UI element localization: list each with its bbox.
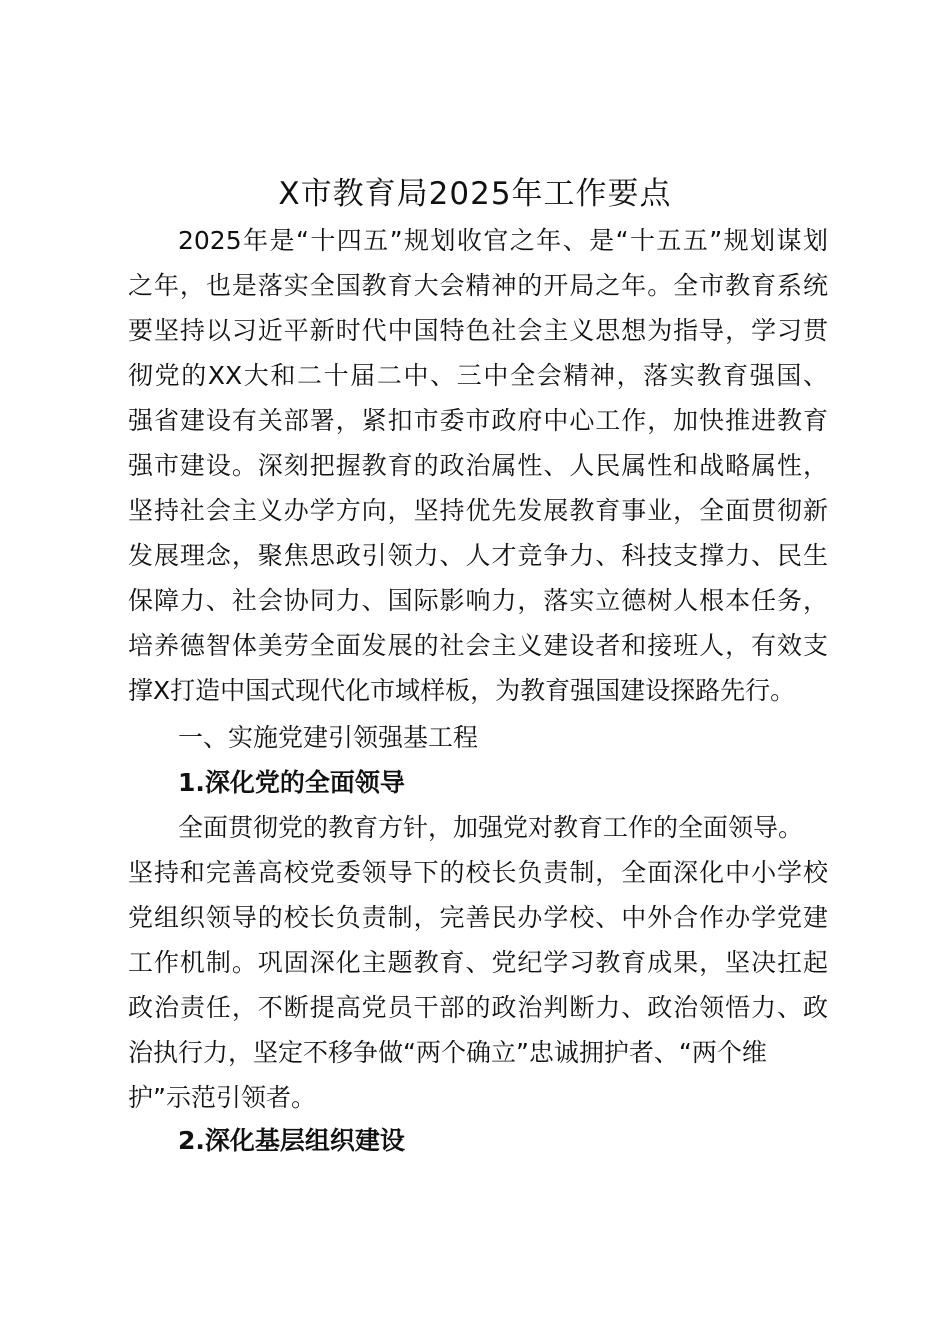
intro-line: 之年，也是落实全国教育大会精神的开局之年。全市教育系统 xyxy=(128,271,828,300)
intro-line: 彻党的XX大和二十届二中、三中全会精神，落实教育强国、 xyxy=(128,361,828,390)
subsection-1-paragraph xyxy=(128,805,828,1120)
intro-paragraph xyxy=(128,218,828,713)
subsection-2-heading: 2.深化基层组织建设 xyxy=(178,1126,405,1155)
body-line: 政治责任，不断提高党员干部的政治判断力、政治领悟力、政 xyxy=(128,993,828,1022)
body-line: 坚持和完善高校党委领导下的校长负责制，全面深化中小学校 xyxy=(128,858,828,887)
intro-line: 强省建设有关部署，紧扣市委市政府中心工作，加快推进教育 xyxy=(128,406,828,435)
intro-line: 要坚持以习近平新时代中国特色社会主义思想为指导，学习贯 xyxy=(128,316,828,345)
intro-line: 强市建设。深刻把握教育的政治属性、人民属性和战略属性， xyxy=(128,451,828,480)
body-line: 工作机制。巩固深化主题教育、党纪学习教育成果，坚决扛起 xyxy=(128,948,828,977)
intro-line: 坚持社会主义办学方向，坚持优先发展教育事业，全面贯彻新 xyxy=(128,496,828,525)
body-line: 护”示范引领者。 xyxy=(128,1083,316,1112)
document-title: X市教育局2025年工作要点 xyxy=(278,176,672,212)
section-1-heading: 一、实施党建引领强基工程 xyxy=(178,723,479,752)
intro-line: 2025年是“十四五”规划收官之年、是“十五五”规划谋划 xyxy=(178,226,828,255)
body-line: 治执行力，坚定不移争做“两个确立”忠诚拥护者、“两个维 xyxy=(128,1038,767,1067)
intro-line: 撑X打造中国式现代化市域样板，为教育强国建设探路先行。 xyxy=(128,676,796,705)
subsection-1-heading: 1.深化党的全面领导 xyxy=(178,768,405,797)
body-line: 全面贯彻党的教育方针，加强党对教育工作的全面领导。 xyxy=(178,813,804,842)
intro-line: 培养德智体美劳全面发展的社会主义建设者和接班人，有效支 xyxy=(128,631,828,660)
body-line: 党组织领导的校长负责制，完善民办学校、中外合作办学党建 xyxy=(128,903,828,932)
intro-line: 保障力、社会协同力、国际影响力，落实立德树人根本任务， xyxy=(128,586,828,615)
intro-line: 发展理念，聚焦思政引领力、人才竞争力、科技支撑力、民生 xyxy=(128,541,828,570)
